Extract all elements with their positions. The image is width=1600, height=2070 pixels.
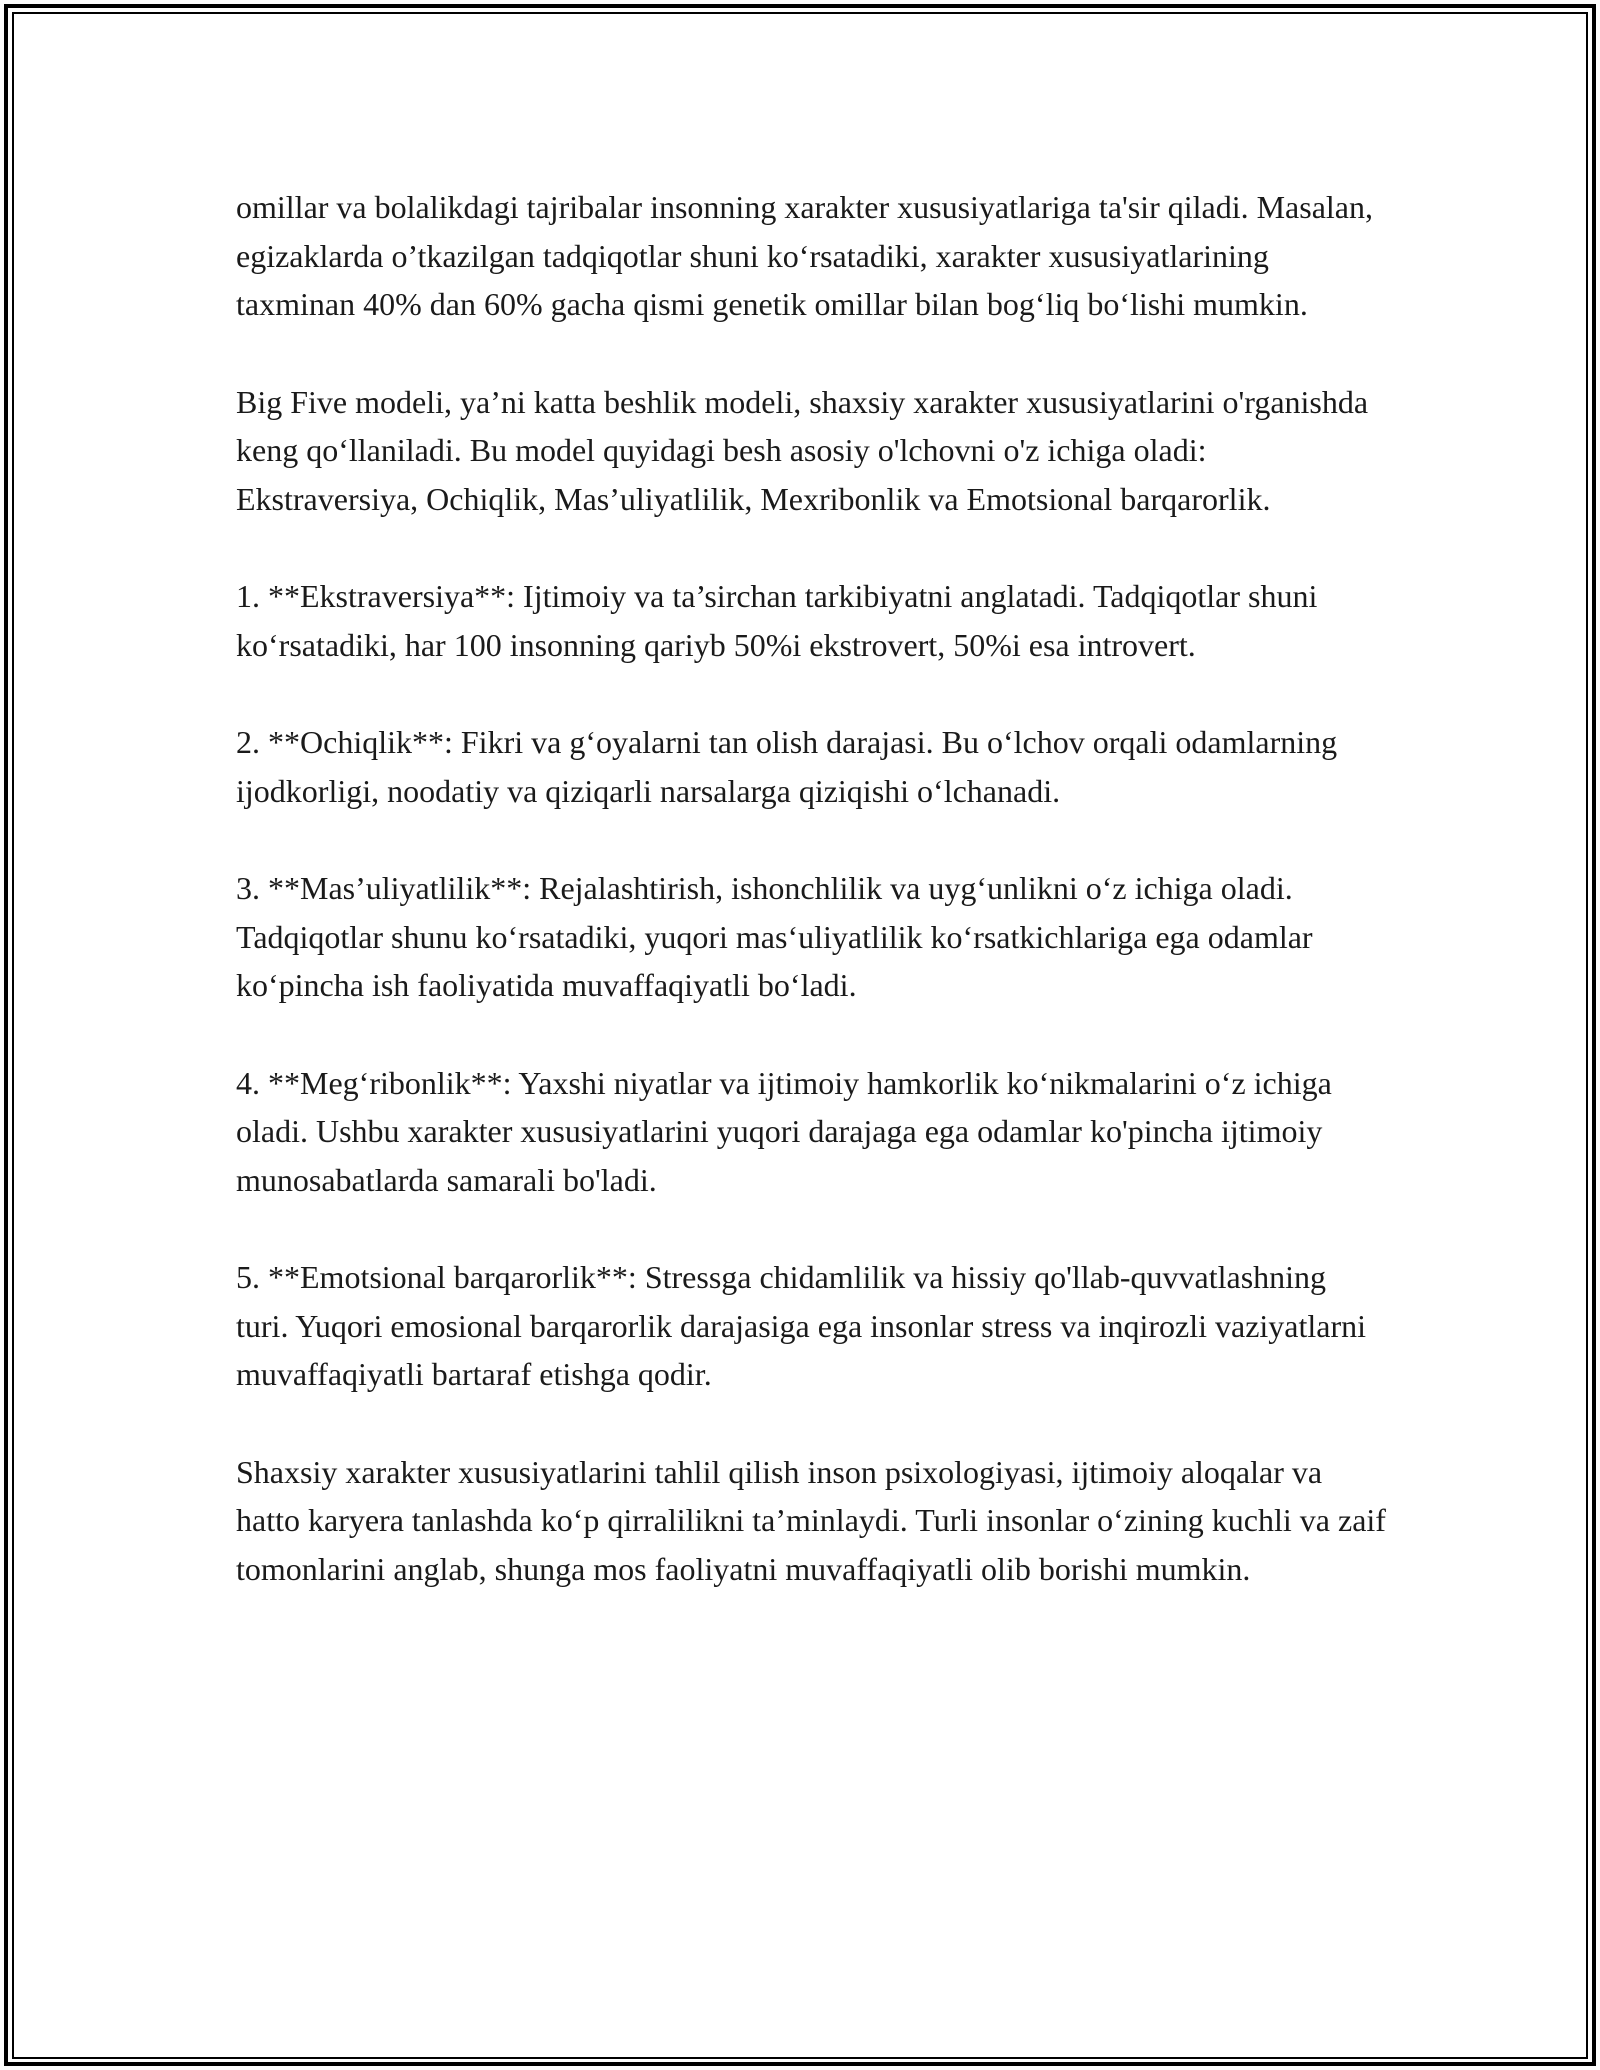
- list-item-conscientiousness: 3. **Mas’uliyatlilik**: Rejalashtirish, ishonchlilik va uygʻunlikni oʻz ichiga oladi. Tadqiqotlar shunu koʻrsatadiki, yuqori masʻuliyatlilik koʻrsatkichlariga ega odamlar koʻpincha ish faoliyatida muvaffaqiyatli boʻladi.: [236, 870, 1313, 1003]
- list-item-agreeableness: 4. **Megʻribonlik**: Yaxshi niyatlar va ijtimoiy hamkorlik koʻnikmalarini oʻz ichiga oladi. Ushbu xarakter xususiyatlarini yuqori darajaga ega odamlar ko'pincha ijtimoiy munosabatlarda samarali bo'ladi.: [236, 1064, 1332, 1198]
- paragraph-genetic-factors: omillar va bolalikdagi tajribalar insonning xarakter xususiyatlariga ta'sir qiladi. Masalan, egizaklarda o’tkazilgan tadqiqotlar shuni koʻrsatadiki, xarakter xususiyatlarining taxminan 40% dan 60% gacha qismi genetik omillar bilan bogʻliq boʻlishi mumkin.: [236, 189, 1373, 322]
- list-item-extraversion: 1. **Ekstraversiya**: Ijtimoiy va ta’sirchan tarkibiyatni anglatadi. Tadqiqotlar shuni koʻrsatadiki, har 100 insonning qariyb 50%i ekstrovert, 50%i esa introvert.: [236, 578, 1318, 663]
- document-body: [236, 183, 1386, 1642]
- list-item-openness: 2. **Ochiqlik**: Fikri va gʻoyalarni tan olish darajasi. Bu oʻlchov orqali odamlarning ijodkorligi, noodatiy va qiziqarli narsalarga qiziqishi oʻlchanadi.: [236, 724, 1338, 809]
- list-item-emotional-stability: 5. **Emotsional barqarorlik**: Stressga chidamlilik va hissiy qo'llab-quvvatlashning turi. Yuqori emosional barqarorlik darajasiga ega insonlar stress va inqirozli vaziyatlarni muvaffaqiyatli bartaraf etishga qodir.: [236, 1259, 1367, 1392]
- paragraph-conclusion: Shaxsiy xarakter xususiyatlarini tahlil qilish inson psixologiyasi, ijtimoiy aloqalar va hatto karyera tanlashda koʻp qirralilikni taʼminlaydi. Turli insonlar oʻzining kuchli va zaif tomonlarini anglab, shunga mos faoliyatni muvaffaqiyatli olib borishi mumkin.: [236, 1453, 1386, 1587]
- paragraph-big-five-intro: Big Five modeli, ya’ni katta beshlik modeli, shaxsiy xarakter xususiyatlarini o'rganishda keng qoʻllaniladi. Bu model quyidagi besh asosiy o'lchovni o'z ichiga oladi: Ekstraversiya, Ochiqlik, Mas’uliyatlilik, Mexribonlik va Emotsional barqarorlik.: [236, 383, 1369, 517]
